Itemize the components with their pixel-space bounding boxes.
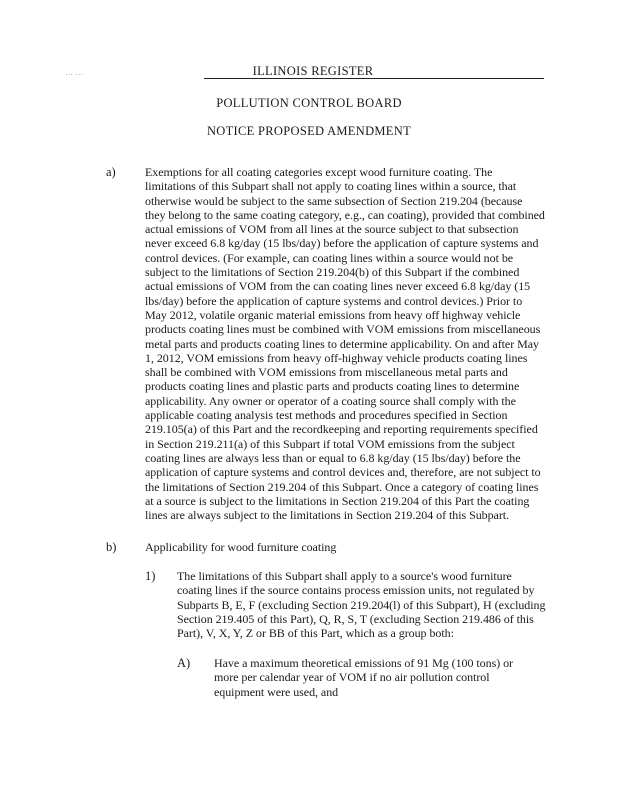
header-stray-mark: ... ...: [66, 71, 84, 77]
board-title: POLLUTION CONTROL BOARD: [216, 96, 402, 110]
register-title: ILLINOIS REGISTER: [252, 64, 374, 78]
item-b-heading: Applicability for wood furniture coating: [145, 540, 337, 554]
item-b1-label: 1): [145, 569, 156, 583]
notice-title: NOTICE PROPOSED AMENDMENT: [206, 124, 412, 138]
header-rule: [204, 78, 544, 79]
item-b-label: b): [106, 540, 117, 554]
item-b1A-text: Have a maximum theoretical emissions of 91 Mg (100 tons) or more per calendar year of VOM if no air pollution control equipment were used, and: [214, 656, 513, 699]
item-b1A-label: A): [177, 656, 191, 670]
item-a-label: a): [106, 165, 116, 179]
item-a-text: Exemptions for all coating categories except wood furniture coating. The limitations of this Subpart shall not apply to coating lines within a source, that otherwise would be subject to the same subsection of Section 219.204 (because they belong to the same coating category, e.g., can coating), provided that combined actual emissions of VOM from all lines at the source subject to that subsection never exceed 6.8 kg/day (15 lbs/day) before the application of capture systems and control devices. (For example, can coating lines within a source would not be subject to the limitations of Section 219.204(b) of this Subpart if the combined actual emissions of VOM from the can coating lines never exceed 6.8 kg/day (15 lbs/day) before the application of capture systems and control devices.) Prior to May 2012, volatile organic material emissions from heavy off highway vehicle products coating lines must be combined with VOM emissions from miscellaneous metal parts and products coating lines to determine applicability. On and after May 1, 2012, VOM emissions from heavy off-highway vehicle products coating lines shall be combined with VOM emissions from miscellaneous metal parts and products coating lines and plastic parts and products coating lines to determine applicability. Any owner or operator of a coating source shall comply with the applicable coating analysis test methods and procedures specified in Section 219.105(a) of this Part and the recordkeeping and reporting requirements specified in Section 219.211(a) of this Subpart if total VOM emissions from the subject coating lines are always less than or equal to 6.8 kg/day (15 lbs/day) before the application of capture systems and control devices and, therefore, are not subject to the limitations of Section 219.204 of this Subpart. Once a category of coating lines at a source is subject to the limitations in Section 219.204 of this Part the coating lines are always subject to the limitations in Section 219.204 of this Subpart.: [145, 165, 545, 523]
item-b1-text: The limitations of this Subpart shall apply to a source's wood furniture coating lines if the source contains process emission units, not regulated by Subparts B, E, F (excluding Section 219.204(l) of this Subpart), H (excluding Section 219.405 of this Part), Q, R, S, T (excluding Section 219.486 of this Part), V, X, Y, Z or BB of this Part, which as a group both:: [177, 569, 546, 641]
